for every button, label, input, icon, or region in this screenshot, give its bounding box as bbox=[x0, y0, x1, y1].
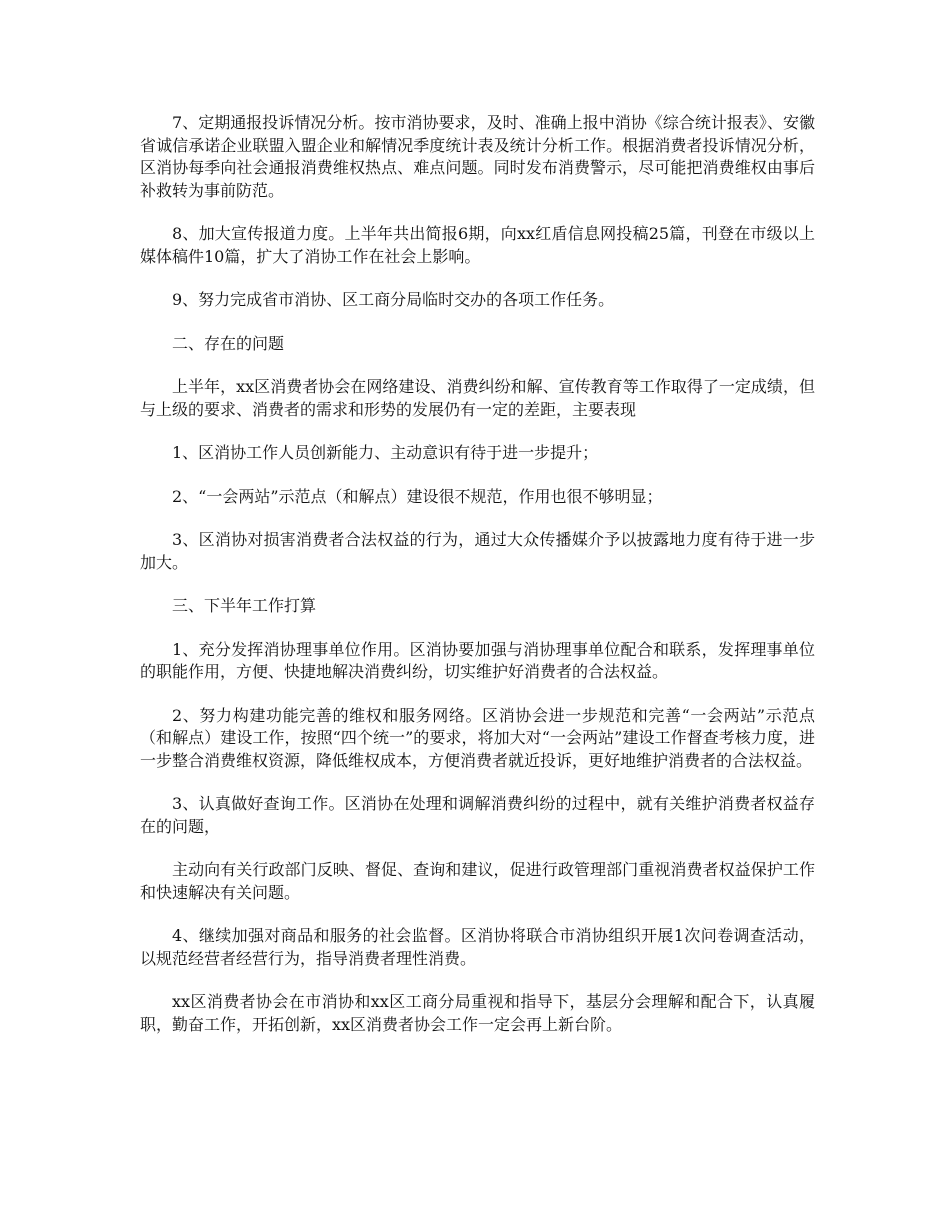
section-heading-problems: 二、存在的问题 bbox=[172, 333, 285, 353]
paragraph-plan-2: 2、努力构建功能完善的维权和服务网络。区消协会进一步规范和完善“一会两站”示范点（和解点）建设工作，按照“四个统一”的要求，将加大对“一会两站”建设工作督查考核力度，进一步整合消费维权资源，降低维权成本，方便消费者就近投诉，更好地维护消费者的合法权益。 bbox=[140, 705, 815, 770]
paragraph-8-publicity: 8、加大宣传报道力度。上半年共出简报6期，向xx红盾信息网投稿25篇，刊登在市级以上媒体稿件10篇，扩大了消协工作在社会上影响。 bbox=[140, 224, 815, 266]
paragraph-problems-intro: 上半年，xx区消费者协会在网络建设、消费纠纷和解、宣传教育等工作取得了一定成绩，但与上级的要求、消费者的需求和形势的发展仍有一定的差距，主要表现 bbox=[140, 377, 815, 419]
paragraph-conclusion: xx区消费者协会在市消协和xx区工商分局重视和指导下，基层分会理解和配合下，认真履职，勤奋工作，开拓创新，xx区消费者协会工作一定会再上新台阶。 bbox=[140, 992, 815, 1034]
document-body bbox=[140, 112, 815, 1057]
paragraph-problem-1: 1、区消协工作人员创新能力、主动意识有待于进一步提升； bbox=[172, 443, 599, 462]
paragraph-7-complaint-analysis: 7、定期通报投诉情况分析。按市消协要求，及时、准确上报中消协《综合统计报表》、安徽省诚信承诺企业联盟入盟企业和解情况季度统计表及统计分析工作。根据消费者投诉情况分析，区消协每季向社会通报消费维权热点、难点问题。同时发布消费警示，尽可能把消费维权由事后补救转为事前防范。 bbox=[140, 113, 815, 200]
paragraph-plan-1: 1、充分发挥消协理事单位作用。区消协要加强与消协理事单位配合和联系，发挥理事单位的职能作用，方便、快捷地解决消费纠纷，切实维护好消费者的合法权益。 bbox=[140, 639, 815, 681]
paragraph-plan-3: 3、认真做好查询工作。区消协在处理和调解消费纠纷的过程中，就有关维护消费者权益存在的问题， bbox=[140, 794, 815, 836]
paragraph-problem-2: 2、“一会两站”示范点（和解点）建设很不规范，作用也很不够明显； bbox=[172, 486, 663, 506]
paragraph-plan-3-continued: 主动向有关行政部门反映、督促、查询和建议，促进行政管理部门重视消费者权益保护工作和快速解决有关问题。 bbox=[140, 860, 815, 902]
paragraph-9-temporary-tasks: 9、努力完成省市消协、区工商分局临时交办的各项工作任务。 bbox=[172, 290, 615, 309]
paragraph-problem-3: 3、区消协对损害消费者合法权益的行为，通过大众传播媒介予以披露地力度有待于进一步加大。 bbox=[140, 530, 815, 572]
paragraph-plan-4: 4、继续加强对商品和服务的社会监督。区消协将联合市消协组织开展1次问卷调查活动，以规范经营者经营行为，指导消费者理性消费。 bbox=[140, 926, 815, 968]
section-heading-plan: 三、下半年工作打算 bbox=[172, 596, 317, 615]
